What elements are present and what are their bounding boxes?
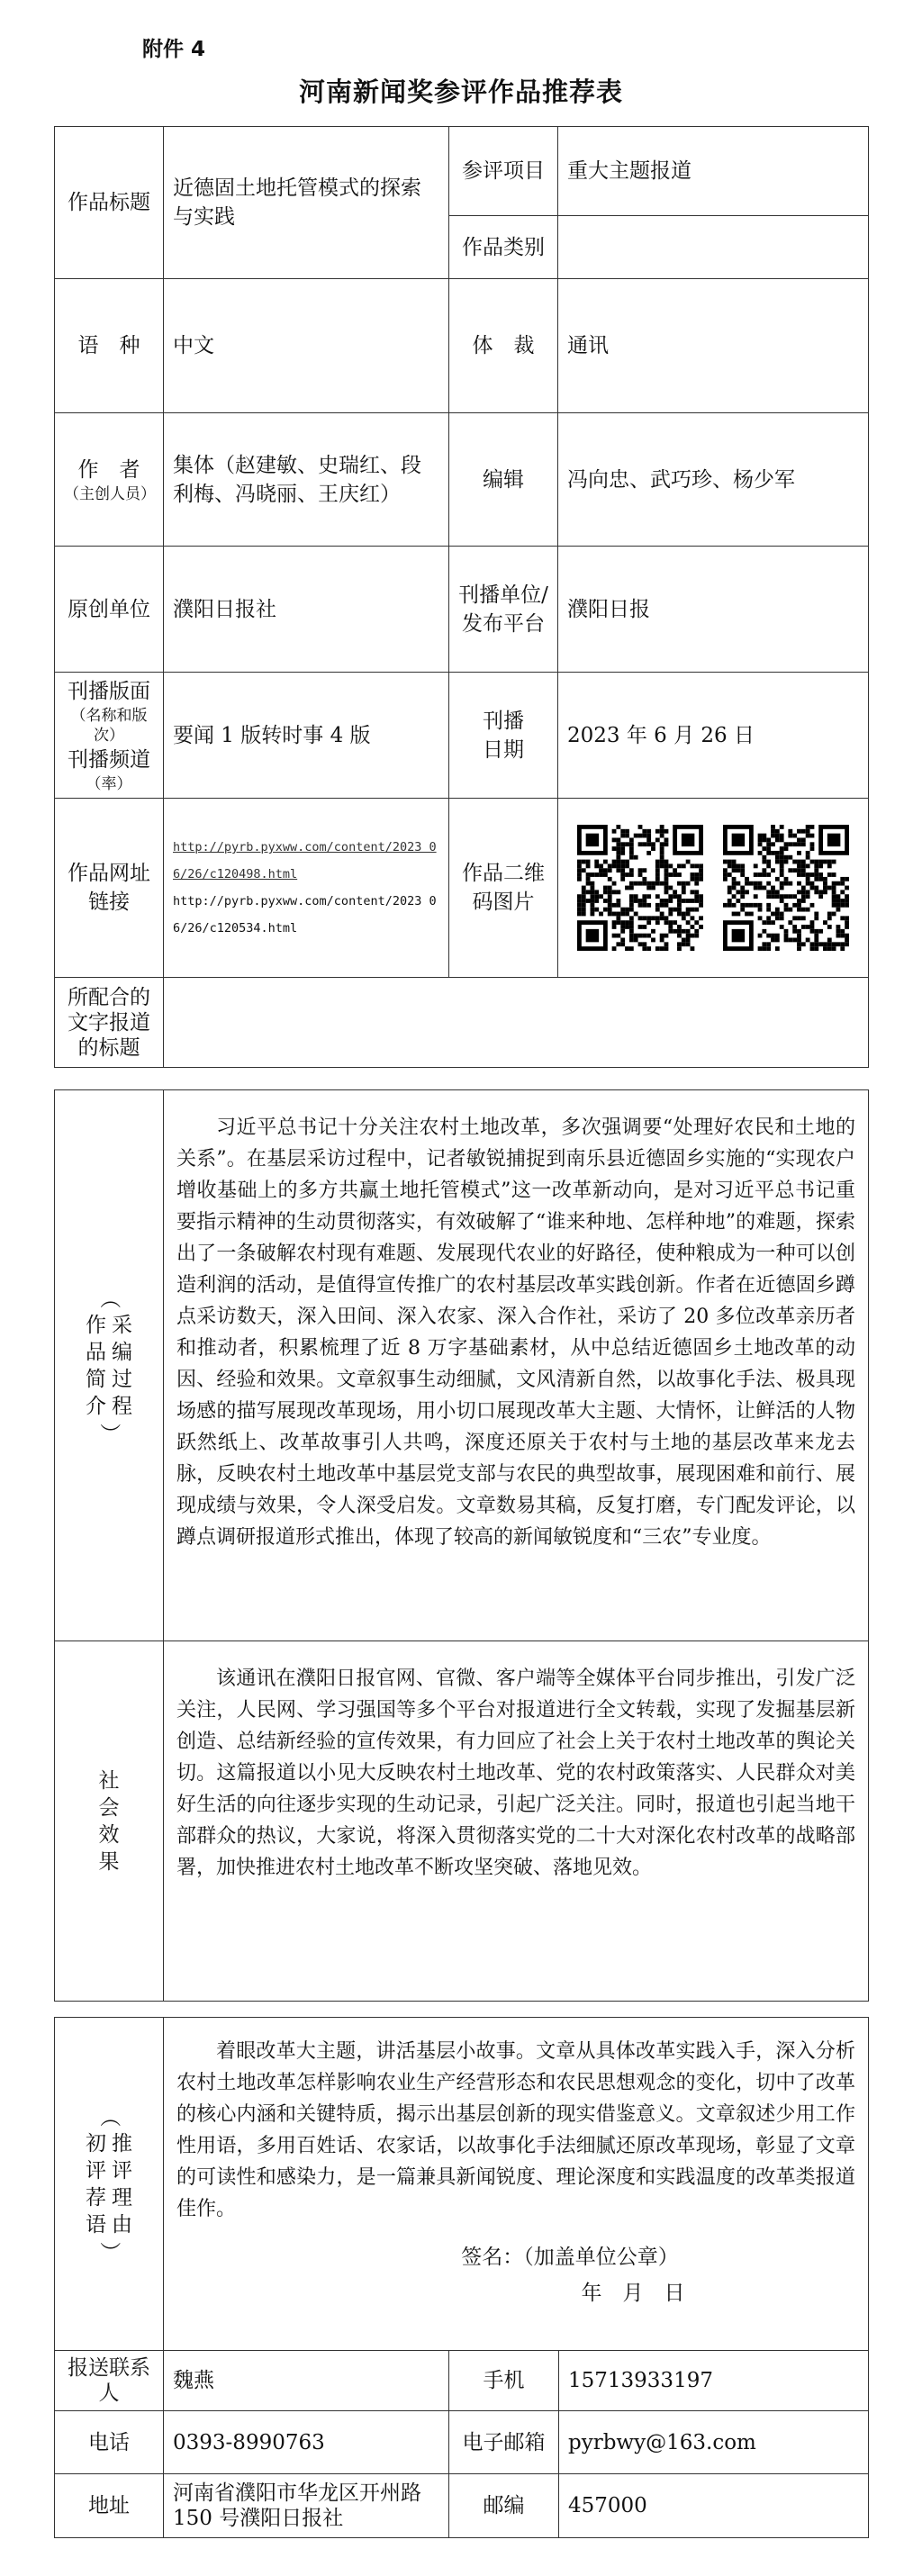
original-unit-label: 原创单位 <box>55 547 164 673</box>
related-label: 所配合的文字报道的标题 <box>55 978 164 1068</box>
mobile: 15713933197 <box>568 2369 713 2392</box>
work-type <box>558 216 869 279</box>
intro-table <box>54 1089 869 2002</box>
related-title <box>164 978 869 1068</box>
publish-date: 2023 年 6 月 26 日 <box>558 673 869 799</box>
review-label-char: （ <box>97 2106 121 2127</box>
postcode: 457000 <box>568 2494 647 2517</box>
intro-label-char: 简 <box>86 1367 106 1391</box>
review-label-char: 荐 <box>86 2185 106 2210</box>
work-url-2: http://pyrb.pyxww.com/content/2023 06/26/c120534.html <box>173 894 437 935</box>
intro-label-char: 编 <box>112 1340 132 1364</box>
work-url-link-1[interactable]: http://pyrb.pyxww.com/content/2023 06/26/c120498.html <box>173 840 437 881</box>
intro-text-cell <box>164 1090 869 1641</box>
layout-label-cell <box>55 673 164 799</box>
work-title-label: 作品标题 <box>55 127 164 279</box>
category: 重大主题报道 <box>558 127 869 216</box>
address: 河南省濮阳市华龙区开州路 150 号濮阳日报社 <box>164 2474 449 2537</box>
effect-text: 该通讯在濮阳日报官网、官微、客户端等全媒体平台同步推出，引发广泛关注，人民网、学习强国等多个平台对报道进行全文转载，实现了发掘基层新创造、总结新经验的宣传效果，有力回应了社会上关于农村土地改革的舆论关切。这篇报道以小见大反映农村土地改革、党的农村政策落实、人民群众对美好生活的向往逐步实现的生动记录，引起广泛关注。同时，报道也引起当地干部群众的热议，大家说，将深入贯彻落实党的二十大对深化农村改革的战略部署，加快推进农村土地改革不断攻坚突破、落地见效。 <box>176 1668 855 1879</box>
editor-label: 编辑 <box>449 413 558 547</box>
effect-label <box>64 1767 154 1876</box>
date-label-cell <box>449 673 558 799</box>
mobile-label: 手机 <box>449 2351 559 2410</box>
qr-label: 作品二维码图片 <box>449 799 558 978</box>
genre-label: 体 裁 <box>449 279 558 413</box>
layout-label-3: 刊播频道 <box>68 747 150 772</box>
page-title: 河南新闻奖参评作品推荐表 <box>298 77 623 107</box>
effect-label-char: 效 <box>98 1822 120 1847</box>
info-table <box>54 126 869 1068</box>
category-label: 参评项目 <box>449 127 558 216</box>
contact-label: 报送联系人 <box>55 2351 164 2411</box>
intro-label-char: （ <box>97 1288 121 1308</box>
url-cell <box>164 799 449 978</box>
address-label: 地址 <box>55 2474 164 2538</box>
effect-text-cell <box>164 1641 869 2002</box>
intro-label <box>64 1285 154 1447</box>
layout-label-4: （率） <box>86 774 132 793</box>
work-type-label: 作品类别 <box>449 216 558 279</box>
original-unit: 濮阳日报社 <box>164 547 449 673</box>
date-label-1: 刊播 <box>483 709 524 733</box>
email[interactable]: pyrbwy@163.com <box>568 2430 756 2454</box>
review-label-char: 评 <box>112 2158 132 2183</box>
intro-label-char: ） <box>97 1423 121 1443</box>
review-label-char: 语 <box>86 2212 106 2237</box>
review-label-char: 由 <box>112 2212 132 2237</box>
review-label-char: ） <box>97 2241 121 2262</box>
author-label: 作 者 <box>77 457 140 482</box>
layout: 要闻 1 版转时事 4 版 <box>164 673 449 799</box>
intro-label-char: 介 <box>86 1394 106 1418</box>
url-label: 作品网址链接 <box>55 799 164 978</box>
intro-label-char: 过 <box>112 1367 132 1391</box>
contact-row-3 <box>164 2474 869 2538</box>
signature-date: 年 月 日 <box>581 2282 685 2305</box>
author: 集体（赵建敏、史瑞红、段利梅、冯晓丽、王庆红） <box>164 413 449 547</box>
qr-code-2[interactable] <box>723 825 849 951</box>
effect-label-char: 果 <box>98 1849 120 1874</box>
review-label-char: 评 <box>86 2158 106 2183</box>
author-sub-label: （主创人员） <box>64 484 156 503</box>
intro-text: 习近平总书记十分关注农村土地改革，多次强调要“处理好农民和土地的关系”。在基层采访过程中，记者敏锐捕捉到南乐县近德固乡实施的“实现农户增收基础上的多方共赢土地托管模式”这一改革新动向，是对习近平总书记重要指示精神的生动贯彻落实，有效破解了“谁来种地、怎样种地”的难题，探索出了一条破解农村现有难题、发展现代农业的好路径，使种粮成为一种可以创造利润的活动，是值得宣传推广的农村基层改革实践创新。作者在近德固乡蹲点采访数天，深入田间、深入农家、深入合作社，采访了 20 多位改革亲历者和推动者，积累梳理了近 8 万字基础素材，从中总结近德固乡土地改革的动因、经验和效果。文章叙事生动细腻，文风清新自然，以故事化手法、极具现场感的描写展现改革现场，用小切口展现改革大主题、大情怀，让鲜活的人物跃然纸上、改革故事引人共鸣，深度还原关于农村与土地的基层改革来龙去脉，反映农村土地改革中基层党支部与农民的典型故事，展现困难和前行、展现成绩与效果，令人深受启发。文章数易其稿，反复打磨，专门配发评论，以蹲点调研报道形式推出，体现了较高的新闻敏锐度和“三农”专业度。 <box>176 1116 855 1549</box>
postcode-label: 邮编 <box>449 2474 559 2537</box>
phone: 0393-8990763 <box>164 2411 449 2473</box>
date-label-2: 日期 <box>483 737 524 762</box>
language-label: 语 种 <box>55 279 164 413</box>
qr-cell <box>558 799 869 978</box>
attachment-label: 附件 4 <box>142 38 206 61</box>
intro-label-char: 采 <box>112 1313 132 1337</box>
signature-line: 签名：（加盖单位公章） <box>461 2246 679 2269</box>
review-label <box>64 2103 154 2265</box>
review-table <box>54 2017 869 2538</box>
intro-label-cell <box>55 1090 164 1641</box>
work-title: 近德固土地托管模式的探索与实践 <box>164 127 449 279</box>
author-label-cell <box>55 413 164 547</box>
intro-label-char: 程 <box>112 1394 132 1418</box>
intro-label-char: 作 <box>86 1313 106 1337</box>
language: 中文 <box>164 279 449 413</box>
review-text-cell <box>164 2018 869 2351</box>
effect-label-cell <box>55 1641 164 2002</box>
genre: 通讯 <box>558 279 869 413</box>
contact-row-1 <box>164 2351 869 2411</box>
contact-row-2 <box>164 2411 869 2474</box>
review-text: 着眼改革大主题，讲活基层小故事。文章从具体改革实践入手，深入分析农村土地改革怎样影响农业生产经营形态和农民思想观念的变化，切中了改革的核心内涵和关键特质，揭示出基层创新的现实借鉴意义。文章叙述少用工作性用语，多用百姓话、农家话，以故事化手法细腻还原改革现场，彰显了文章的可读性和感染力，是一篇兼具新闻锐度、理论深度和实践温度的改革类报道佳作。 <box>176 2040 855 2220</box>
review-label-char: 初 <box>86 2131 106 2156</box>
contact-name: 魏燕 <box>164 2351 449 2410</box>
intro-label-char: 品 <box>86 1340 106 1364</box>
publish-unit: 濮阳日报 <box>558 547 869 673</box>
effect-label-char: 会 <box>98 1795 120 1820</box>
effect-label-char: 社 <box>98 1768 120 1793</box>
review-label-char: 推 <box>112 2131 132 2156</box>
editor: 冯向忠、武巧珍、杨少军 <box>558 413 869 547</box>
phone-label: 电话 <box>55 2411 164 2474</box>
layout-label-1: 刊播版面 <box>68 679 150 703</box>
review-label-cell <box>55 2018 164 2351</box>
publish-unit-label: 刊播单位/发布平台 <box>449 547 558 673</box>
review-label-char: 理 <box>112 2185 132 2210</box>
layout-label-2: （名称和版次） <box>70 706 148 745</box>
email-label: 电子邮箱 <box>449 2411 559 2473</box>
qr-code-1[interactable] <box>577 825 703 951</box>
